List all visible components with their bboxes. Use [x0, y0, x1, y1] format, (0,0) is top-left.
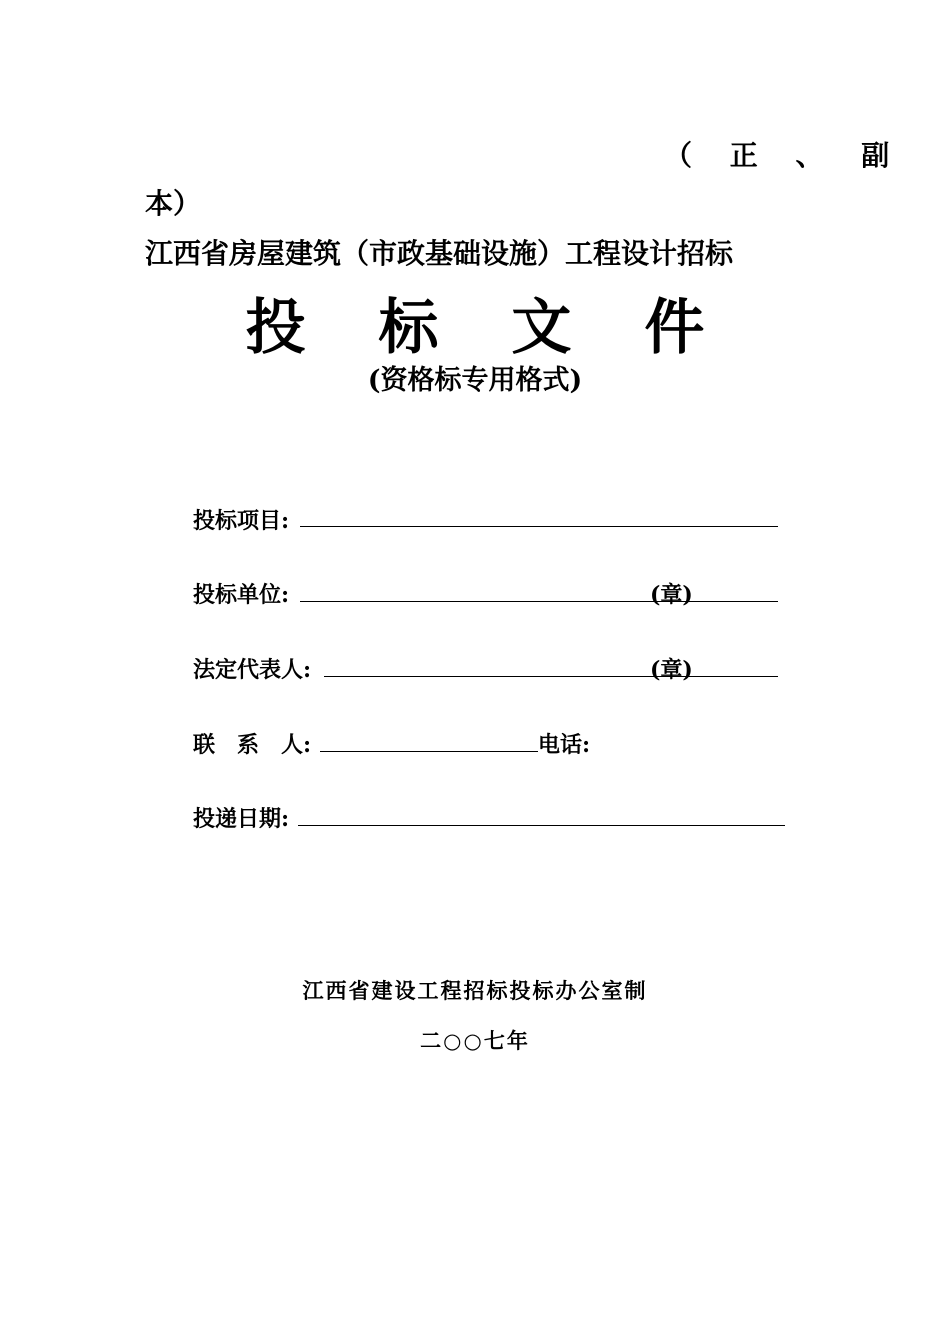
document-title: 投 标 文 件	[245, 293, 731, 363]
date-label: 投递日期:	[193, 806, 290, 832]
project-label: 投标项目:	[193, 508, 290, 534]
copy-type-label-continued: 本）	[145, 187, 202, 220]
bidder-input-line[interactable]	[300, 601, 778, 602]
legal-rep-seal-mark: (章)	[650, 657, 693, 683]
project-input-line[interactable]	[300, 526, 778, 527]
contact-input-line[interactable]	[320, 751, 538, 752]
issuer-line: 江西省建设工程招标投标办公室制	[302, 978, 648, 1003]
document-subtitle: 江西省房屋建筑（市政基础设施）工程设计招标	[145, 237, 734, 270]
format-note: (资格标专用格式)	[367, 365, 583, 396]
bidder-seal-mark: (章)	[650, 582, 693, 608]
legal-rep-input-line[interactable]	[324, 676, 778, 677]
bidder-label: 投标单位:	[193, 582, 290, 608]
date-input-line[interactable]	[298, 825, 785, 826]
copy-type-label: （ 正 、 副	[664, 139, 904, 172]
legal-rep-label: 法定代表人:	[193, 657, 312, 683]
contact-label: 联 系 人:	[193, 732, 312, 758]
phone-label: 电话:	[538, 732, 591, 758]
year-line: 二○○七年	[420, 1028, 530, 1053]
